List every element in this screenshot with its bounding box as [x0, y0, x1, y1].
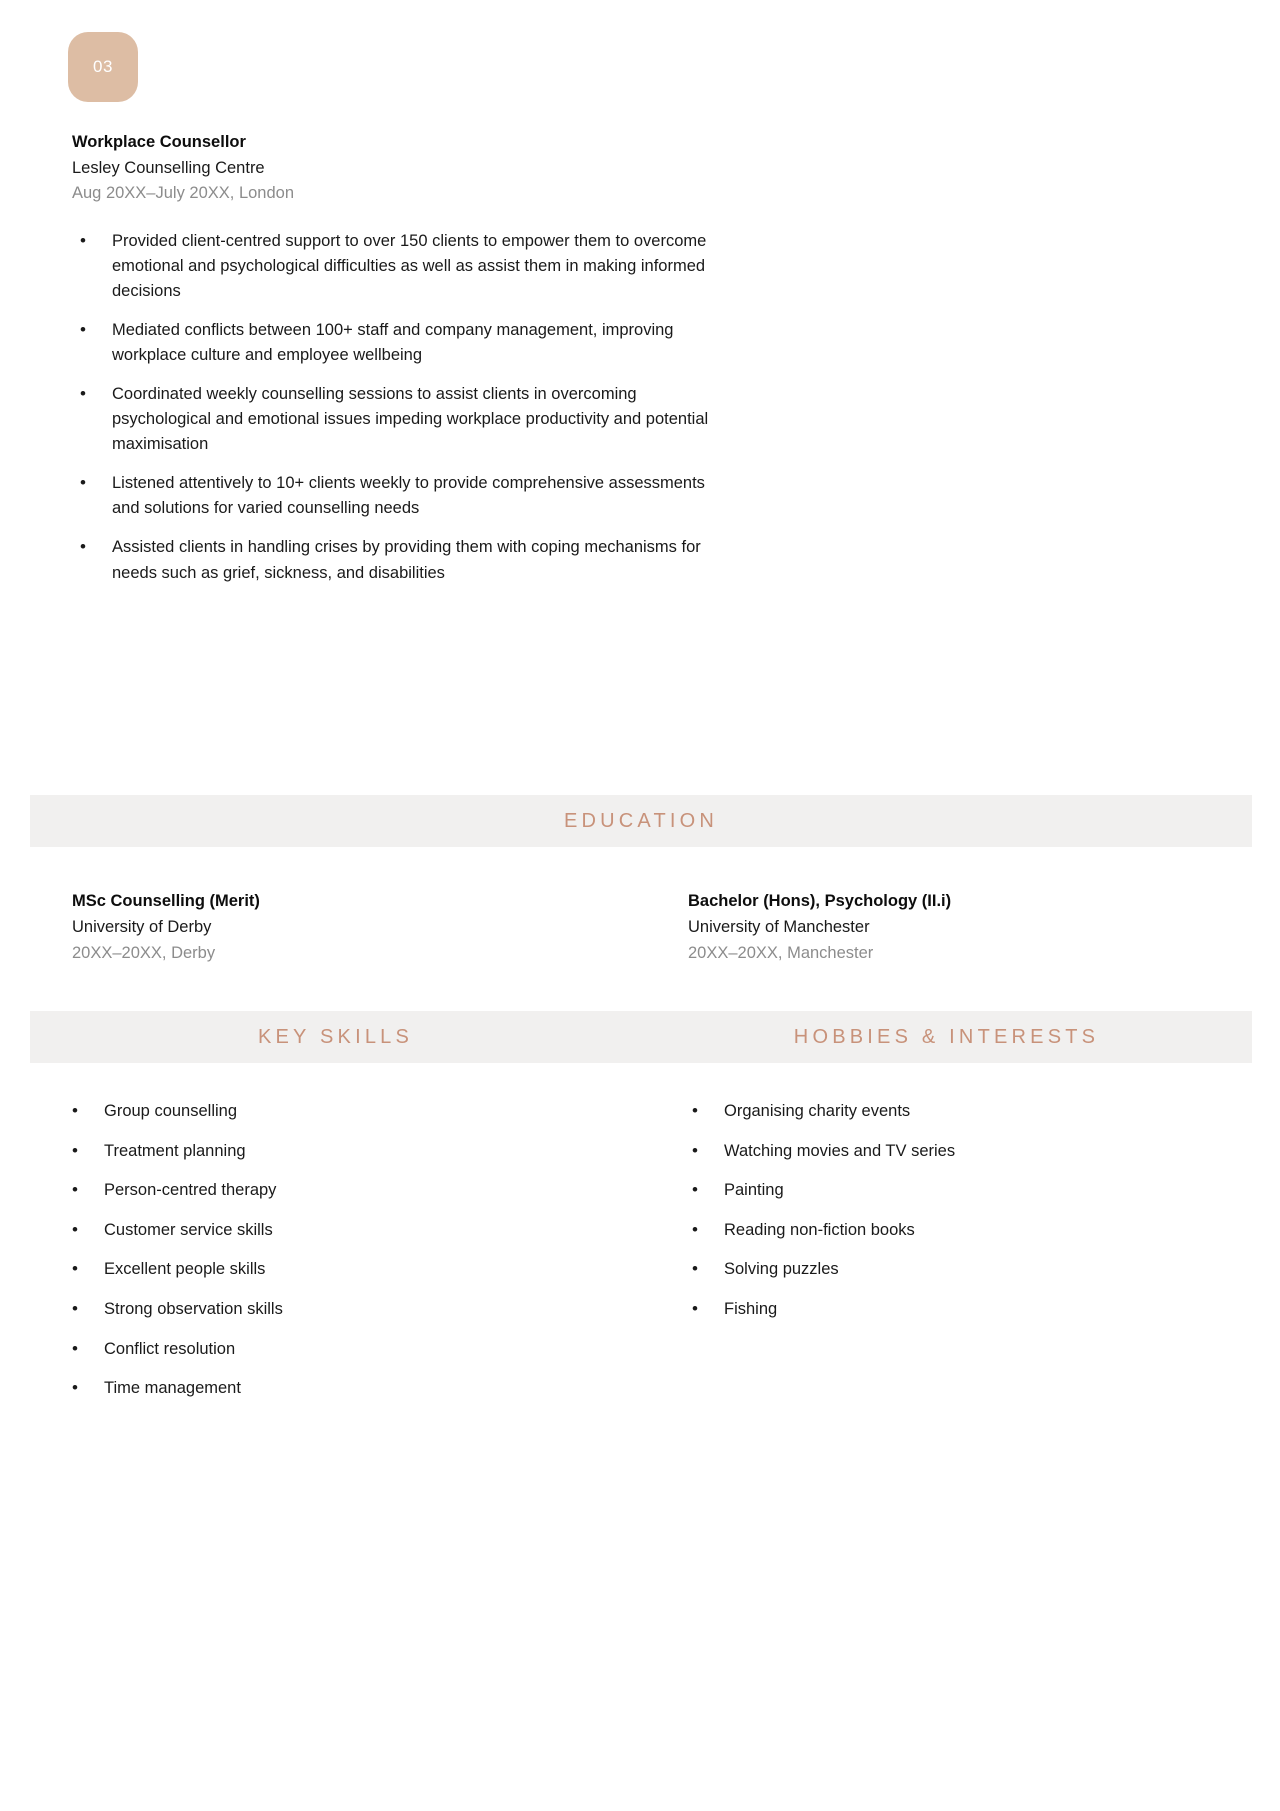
education-degree: Bachelor (Hons), Psychology (II.i)	[688, 892, 952, 910]
key-skills-items	[66, 1100, 586, 1400]
education-entry	[688, 888, 1208, 966]
education-entry	[72, 888, 592, 966]
education-degree: MSc Counselling (Merit)	[72, 892, 260, 910]
job-dates-location: Aug 20XX–July 20XX, London	[72, 184, 295, 203]
list-item: • Organising charity events	[686, 1100, 1206, 1123]
list-item: • Solving puzzles	[686, 1258, 1206, 1281]
list-item: • Group counselling	[66, 1100, 586, 1123]
hobbies-items	[686, 1100, 1206, 1321]
section-title-hobbies: HOBBIES & INTERESTS	[793, 1025, 1100, 1048]
education-dates-location: 20XX–20XX, Derby	[72, 944, 216, 963]
list-item: • Mediated conflicts between 100+ staff and company management, improving workplace culture and employee wellbeing	[72, 318, 712, 368]
list-item: • Painting	[686, 1179, 1206, 1202]
list-item: • Coordinated weekly counselling sessions to assist clients in overcoming psychological and emotional issues impeding workplace productivity and potential maximisation	[72, 382, 712, 457]
education-dates-location: 20XX–20XX, Manchester	[688, 944, 874, 963]
list-item: • Reading non-fiction books	[686, 1219, 1206, 1242]
list-item: • Watching movies and TV series	[686, 1140, 1206, 1163]
list-item: • Listened attentively to 10+ clients weekly to provide comprehensive assessments and solutions for varied counselling needs	[72, 471, 712, 521]
list-item: • Time management	[66, 1377, 586, 1400]
section-number-badge	[68, 32, 138, 102]
experience-entry	[72, 130, 712, 600]
list-item: • Assisted clients in handling crises by providing them with coping mechanisms for needs such as grief, sickness, and disabilities	[72, 535, 712, 585]
section-header-skills-hobbies	[30, 1011, 1252, 1063]
list-item: • Provided client-centred support to over 150 clients to empower them to overcome emotional and psychological difficulties as well as assist them in making informed decisions	[72, 229, 712, 304]
section-title-key-skills: KEY SKILLS	[257, 1025, 414, 1048]
section-title-education: EDUCATION	[563, 809, 719, 832]
job-title: Workplace Counsellor	[72, 133, 246, 151]
list-item: • Excellent people skills	[66, 1258, 586, 1281]
education-school: University of Manchester	[688, 918, 870, 937]
list-item: • Strong observation skills	[66, 1298, 586, 1321]
list-item: • Conflict resolution	[66, 1338, 586, 1361]
list-item: • Fishing	[686, 1298, 1206, 1321]
list-item: • Customer service skills	[66, 1219, 586, 1242]
key-skills-list	[66, 1100, 586, 1417]
section-number-label: 03	[93, 57, 113, 76]
list-item: • Treatment planning	[66, 1140, 586, 1163]
employer-name: Lesley Counselling Centre	[72, 158, 265, 177]
education-school: University of Derby	[72, 918, 212, 937]
list-item: • Person-centred therapy	[66, 1179, 586, 1202]
section-header-education	[30, 795, 1252, 847]
experience-bullet-list	[72, 229, 712, 586]
hobbies-list	[686, 1100, 1206, 1338]
